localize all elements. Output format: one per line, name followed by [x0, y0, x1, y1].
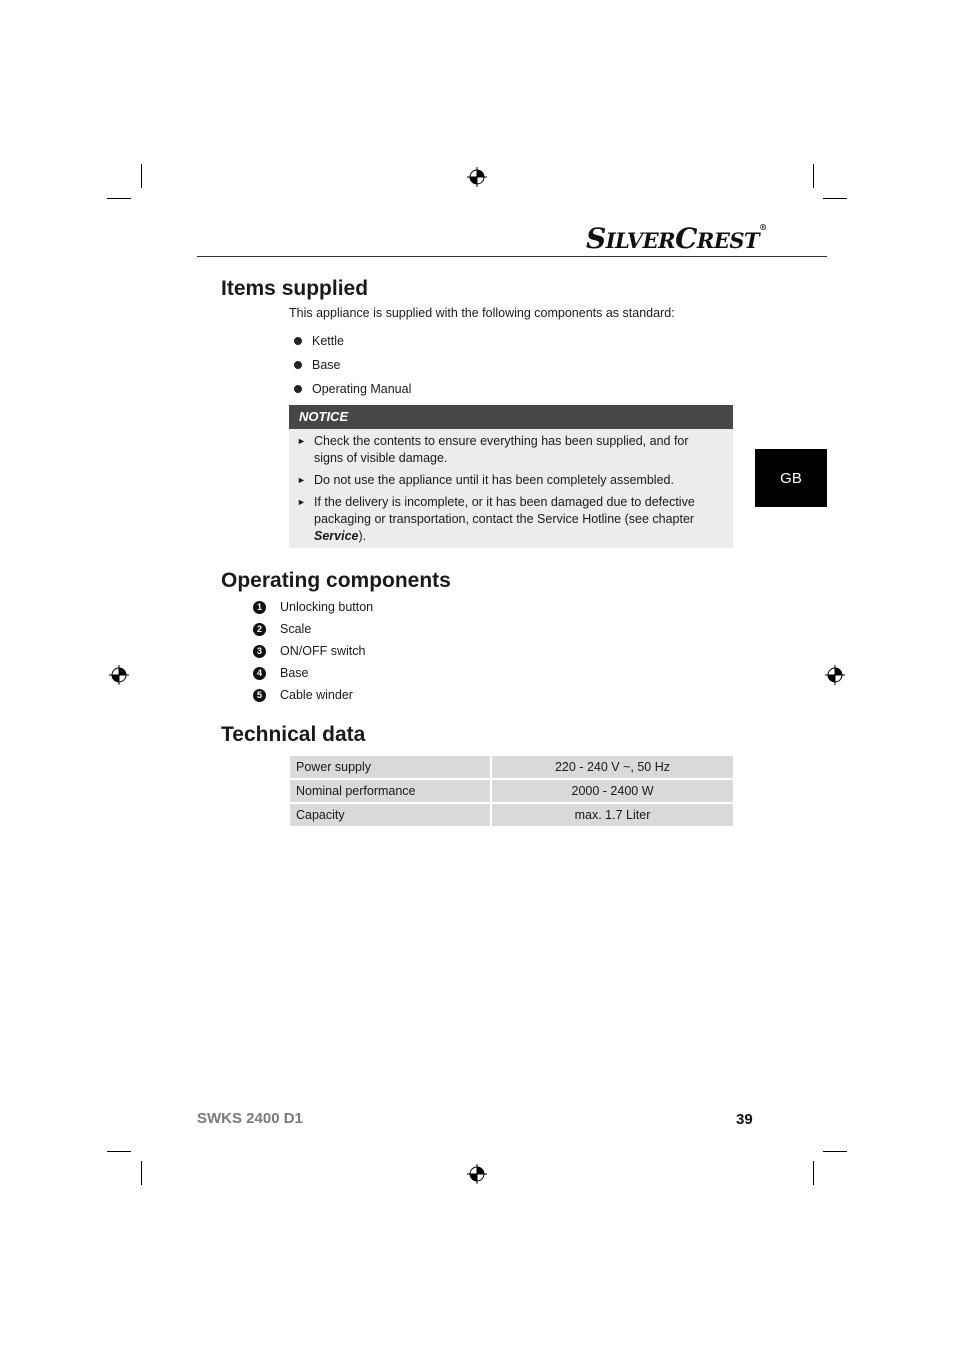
notice-text-part: If the delivery is incomplete, or it has been damaged due to defective packaging or transportation, contact the Service Hotline (see chapter: [314, 495, 695, 526]
list-item: [253, 596, 373, 618]
number-badge-icon: 3: [253, 645, 266, 658]
notice-item: [297, 433, 717, 467]
notice-item-text: [314, 494, 717, 545]
notice-title: NOTICE: [289, 405, 733, 429]
notice-box: [289, 405, 733, 548]
table-row: [290, 756, 733, 778]
components-list: [253, 596, 373, 706]
crop-mark: [813, 1161, 814, 1185]
registration-mark-icon: [825, 665, 845, 685]
brand-logo: [586, 222, 767, 255]
list-item-label: Unlocking button: [280, 600, 374, 614]
registered-mark: ®: [759, 222, 767, 232]
registration-mark-icon: [109, 665, 129, 685]
notice-text-part: ).: [358, 529, 367, 543]
technical-data-heading: Technical data: [221, 723, 366, 746]
table-cell-label: Power supply: [290, 756, 490, 778]
notice-item: [297, 494, 717, 545]
list-item-label: ON/OFF switch: [280, 644, 366, 658]
notice-item-text: Check the contents to ensure everything has been supplied, and for signs of visible damage.: [314, 434, 689, 465]
table-cell-value: max. 1.7 Liter: [492, 804, 733, 826]
bullet-icon: [294, 361, 302, 369]
technical-data-table: [290, 756, 733, 828]
number-badge-icon: 4: [253, 667, 266, 680]
items-supplied-heading: Items supplied: [221, 277, 369, 300]
list-item-label: Scale: [280, 622, 312, 636]
notice-item-text: Do not use the appliance until it has been completely assembled.: [314, 473, 674, 487]
list-item: [253, 618, 373, 640]
list-item-label: Cable winder: [280, 688, 353, 702]
list-item: [253, 684, 373, 706]
list-item: [253, 662, 373, 684]
crop-mark: [823, 1151, 847, 1152]
crop-mark: [141, 1161, 142, 1185]
notice-text-bold: Service: [314, 529, 359, 543]
list-item-label: Operating Manual: [312, 382, 412, 396]
crop-mark: [823, 198, 847, 199]
list-item-label: Kettle: [312, 334, 344, 348]
brand-letters: REST: [696, 228, 760, 253]
table-cell-label: Nominal performance: [290, 780, 490, 802]
number-badge-icon: 5: [253, 689, 266, 702]
brand-letter: C: [675, 222, 697, 255]
footer-model-number: SWKS 2400 D1: [197, 1110, 303, 1127]
table-cell-label: Capacity: [290, 804, 490, 826]
registration-mark-icon: [467, 1164, 487, 1184]
table-cell-value: 220 - 240 V ~, 50 Hz: [492, 756, 733, 778]
table-row: [290, 780, 733, 802]
page-number: 39: [736, 1111, 753, 1128]
arrow-right-icon: ►: [297, 436, 306, 446]
language-tab: GB: [755, 449, 827, 507]
crop-mark: [141, 164, 142, 188]
operating-components-heading: Operating components: [221, 569, 451, 592]
arrow-right-icon: ►: [297, 475, 306, 485]
bullet-icon: [294, 337, 302, 345]
notice-item: [297, 472, 717, 489]
list-item-label: Base: [280, 666, 309, 680]
crop-mark: [107, 198, 131, 199]
list-item-label: Base: [312, 358, 341, 372]
brand-letters: ILVER: [605, 228, 676, 253]
arrow-right-icon: ►: [297, 497, 306, 507]
list-item: [294, 353, 694, 377]
registration-mark-icon: [467, 167, 487, 187]
crop-mark: [107, 1151, 131, 1152]
items-supplied-intro: This appliance is supplied with the following components as standard:: [289, 306, 675, 320]
number-badge-icon: 1: [253, 601, 266, 614]
header-rule: [197, 256, 827, 257]
crop-mark: [813, 164, 814, 188]
list-item: [294, 377, 694, 401]
table-row: [290, 804, 733, 826]
table-cell-value: 2000 - 2400 W: [492, 780, 733, 802]
items-supplied-list: [294, 329, 694, 401]
number-badge-icon: 2: [253, 623, 266, 636]
list-item: [253, 640, 373, 662]
bullet-icon: [294, 385, 302, 393]
brand-letter: S: [586, 222, 606, 255]
list-item: [294, 329, 694, 353]
